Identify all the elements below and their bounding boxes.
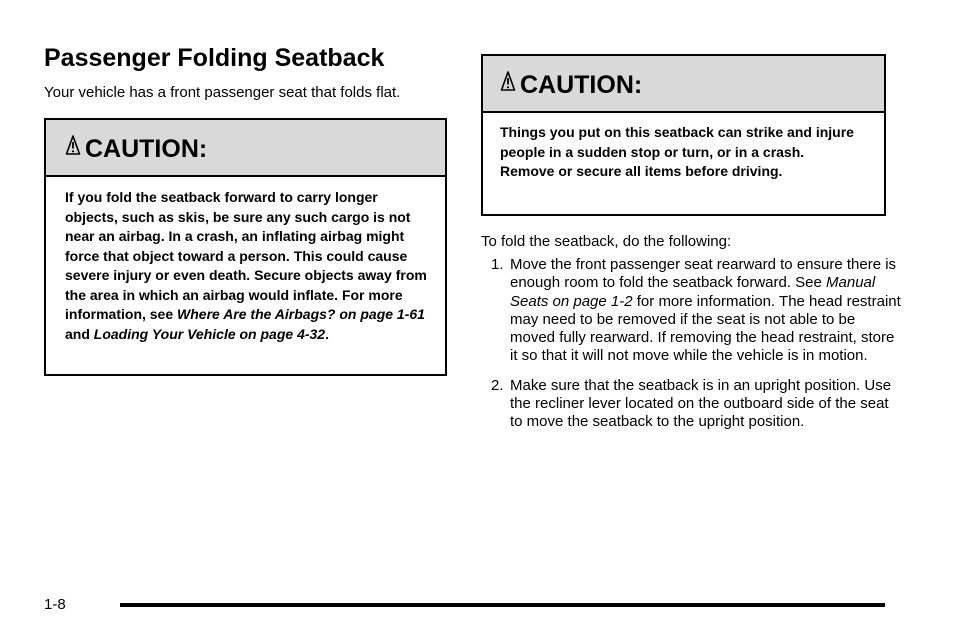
caution-header — [46, 120, 445, 177]
intro-text: Your vehicle has a front passenger seat that folds flat. — [44, 84, 401, 101]
caution-text: If you fold the seatback forward to carry longer objects, such as skis, be sure any such cargo is not near an airbag. In a crash, an inflating airbag might force that object toward a person. This could cause severe injury or even death. Secure objects away from the area in which an airbag would inflate. For more information, see Where Are the Airbags? on page 1-61 and Loading Your Vehicle on page 4-32. — [65, 189, 427, 342]
warning-icon — [500, 70, 516, 92]
caution-box-right — [481, 54, 886, 216]
list-item: 2. Make sure that the seatback is in an upright position. Use the recliner lever located on the outboard side of the seat to move the seatback to the upright position. — [491, 376, 892, 431]
steps-intro: To fold the seatback, do the following: — [481, 233, 732, 250]
step-number: 2. — [491, 376, 504, 394]
warning-icon — [65, 134, 81, 156]
steps-list — [481, 256, 901, 443]
caution-label: CAUTION: — [85, 135, 208, 163]
caution-text: Things you put on this seatback can strike and injure people in a sudden stop or turn, or in a crash. Remove or secure all items before driving. — [500, 124, 854, 179]
footer-rule — [120, 603, 885, 607]
cross-reference-link[interactable]: Loading Your Vehicle on page 4-32 — [93, 325, 326, 342]
step-number: 1. — [491, 256, 504, 273]
caution-box-left — [44, 118, 447, 376]
page-title: Passenger Folding Seatback — [44, 44, 385, 72]
page-number: 1-8 — [44, 596, 66, 613]
caution-body — [46, 177, 445, 344]
cross-reference-link[interactable]: Where Are the Airbags? on page 1-61 — [177, 306, 425, 322]
caution-header — [483, 56, 884, 113]
list-item: 1. Move the front passenger seat rearward to ensure there is enough room to fold the seatback forward. See Manual Seats on page 1-2 for more information. The head restraint may need to be removed if the seat is not able to be moved fully rearward. If removing the head restraint, store it so that it will not move while the vehicle is in motion. — [491, 256, 901, 365]
cross-reference-link[interactable]: Manual Seats on page 1-2 — [510, 274, 876, 310]
caution-body — [483, 113, 884, 182]
caution-label: CAUTION: — [520, 71, 643, 99]
